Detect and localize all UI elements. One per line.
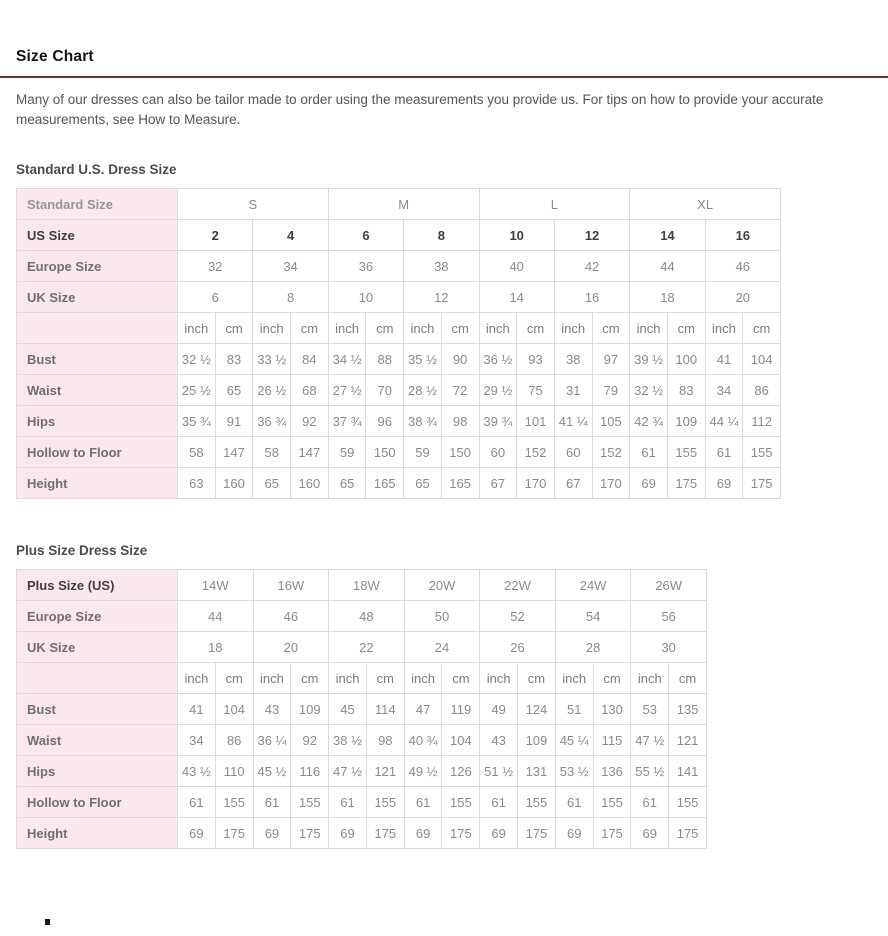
- size-group-cell: XL: [630, 189, 781, 220]
- measurement-cell: 36 ¼: [253, 725, 291, 756]
- unit-cell: cm: [667, 313, 705, 344]
- europe-size-cell: 48: [329, 601, 405, 632]
- measurement-cell: 65: [404, 468, 442, 499]
- measurement-cell: 65: [215, 375, 253, 406]
- measurement-cell: 61: [705, 437, 743, 468]
- measurement-cell: 42 ¾: [630, 406, 668, 437]
- row-label: [17, 313, 178, 344]
- measurement-cell: 33 ½: [253, 344, 291, 375]
- table-row: [17, 251, 781, 282]
- measurement-cell: 53 ½: [555, 756, 593, 787]
- uk-size-cell: 20: [705, 282, 780, 313]
- measurement-cell: 69: [404, 818, 442, 849]
- uk-size-cell: 18: [630, 282, 705, 313]
- row-label: [17, 663, 178, 694]
- measurement-cell: 38 ¾: [404, 406, 442, 437]
- size-group-cell: M: [328, 189, 479, 220]
- unit-cell: inch: [178, 313, 216, 344]
- uk-size-cell: 8: [253, 282, 328, 313]
- measurement-cell: 69: [705, 468, 743, 499]
- measurement-cell: 175: [669, 818, 707, 849]
- measurement-cell: 175: [743, 468, 781, 499]
- measurement-cell: 97: [592, 344, 630, 375]
- measurement-cell: 25 ½: [178, 375, 216, 406]
- measurement-cell: 84: [291, 344, 329, 375]
- measurement-cell: 45 ¼: [555, 725, 593, 756]
- measurement-cell: 69: [555, 818, 593, 849]
- measurement-cell: 47 ½: [329, 756, 367, 787]
- unit-cell: cm: [441, 313, 479, 344]
- uk-size-cell: 6: [178, 282, 253, 313]
- measurement-cell: 160: [291, 468, 329, 499]
- measurement-cell: 152: [592, 437, 630, 468]
- measurement-cell: 26 ½: [253, 375, 291, 406]
- europe-size-cell: 32: [178, 251, 253, 282]
- measurement-cell: 38 ½: [329, 725, 367, 756]
- measurement-cell: 35 ¾: [178, 406, 216, 437]
- measurement-cell: 104: [442, 725, 480, 756]
- measurement-cell: 91: [215, 406, 253, 437]
- measurement-cell: 47: [404, 694, 442, 725]
- europe-size-cell: 56: [631, 601, 707, 632]
- measurement-cell: 93: [517, 344, 555, 375]
- us-size-cell: 14: [630, 220, 705, 251]
- measurement-cell: 69: [329, 818, 367, 849]
- table-row: [17, 344, 781, 375]
- table-row: [17, 189, 781, 220]
- measurement-cell: 41: [705, 344, 743, 375]
- measurement-cell: 147: [215, 437, 253, 468]
- table-row: [17, 406, 781, 437]
- measurement-cell: 92: [291, 406, 329, 437]
- plus-size-cell: 16W: [253, 570, 329, 601]
- unit-cell: inch: [555, 663, 593, 694]
- row-label: Europe Size: [17, 601, 178, 632]
- measurement-cell: 61: [404, 787, 442, 818]
- measurement-cell: 29 ½: [479, 375, 517, 406]
- measurement-cell: 155: [291, 787, 329, 818]
- measurement-cell: 58: [178, 437, 216, 468]
- measurement-cell: 40 ¾: [404, 725, 442, 756]
- row-label: Hips: [17, 406, 178, 437]
- measurement-cell: 41: [178, 694, 216, 725]
- measurement-cell: 45: [329, 694, 367, 725]
- measurement-cell: 32 ½: [178, 344, 216, 375]
- unit-cell: cm: [669, 663, 707, 694]
- measurement-cell: 63: [178, 468, 216, 499]
- uk-size-cell: 18: [178, 632, 254, 663]
- measurement-cell: 165: [366, 468, 404, 499]
- measurement-cell: 69: [178, 818, 216, 849]
- measurement-cell: 72: [441, 375, 479, 406]
- us-size-cell: 4: [253, 220, 328, 251]
- measurement-cell: 41 ¼: [554, 406, 592, 437]
- measurement-cell: 116: [291, 756, 329, 787]
- measurement-cell: 136: [593, 756, 631, 787]
- measurement-cell: 59: [404, 437, 442, 468]
- measurement-cell: 98: [441, 406, 479, 437]
- measurement-cell: 68: [291, 375, 329, 406]
- unit-cell: cm: [366, 663, 404, 694]
- measurement-cell: 39 ½: [630, 344, 668, 375]
- uk-size-cell: 12: [404, 282, 479, 313]
- unit-cell: inch: [479, 313, 517, 344]
- table-row: [17, 437, 781, 468]
- plus-size-cell: 14W: [178, 570, 254, 601]
- measurement-cell: 34: [705, 375, 743, 406]
- measurement-cell: 38: [554, 344, 592, 375]
- uk-size-cell: 16: [554, 282, 629, 313]
- unit-cell: cm: [743, 313, 781, 344]
- measurement-cell: 100: [667, 344, 705, 375]
- europe-size-cell: 36: [328, 251, 403, 282]
- measurement-cell: 131: [518, 756, 556, 787]
- measurement-cell: 60: [554, 437, 592, 468]
- uk-size-cell: 26: [480, 632, 556, 663]
- measurement-cell: 90: [441, 344, 479, 375]
- measurement-cell: 37 ¾: [328, 406, 366, 437]
- us-size-cell: 12: [554, 220, 629, 251]
- measurement-cell: 60: [479, 437, 517, 468]
- plus-size-table: [16, 569, 707, 849]
- measurement-cell: 170: [592, 468, 630, 499]
- measurement-cell: 175: [215, 818, 253, 849]
- unit-cell: cm: [291, 313, 329, 344]
- measurement-cell: 150: [441, 437, 479, 468]
- measurement-cell: 121: [669, 725, 707, 756]
- measurement-cell: 126: [442, 756, 480, 787]
- measurement-cell: 58: [253, 437, 291, 468]
- intro-text: Many of our dresses can also be tailor made to order using the measurements you provide us. For tips on how to provide your accurate measurements, see How to Measure.: [16, 92, 824, 127]
- measurement-cell: 147: [291, 437, 329, 468]
- measurement-cell: 28 ½: [404, 375, 442, 406]
- measurement-cell: 55 ½: [631, 756, 669, 787]
- measurement-cell: 70: [366, 375, 404, 406]
- measurement-cell: 104: [743, 344, 781, 375]
- unit-cell: inch: [705, 313, 743, 344]
- us-size-cell: 6: [328, 220, 403, 251]
- measurement-cell: 69: [630, 468, 668, 499]
- measurement-cell: 98: [366, 725, 404, 756]
- measurement-cell: 69: [253, 818, 291, 849]
- measurement-cell: 27 ½: [328, 375, 366, 406]
- uk-size-cell: 20: [253, 632, 329, 663]
- standard-table-heading: Standard U.S. Dress Size: [16, 162, 177, 177]
- measurement-cell: 160: [215, 468, 253, 499]
- page-title: Size Chart: [16, 48, 94, 65]
- measurement-cell: 65: [253, 468, 291, 499]
- unit-cell: cm: [442, 663, 480, 694]
- unit-cell: inch: [480, 663, 518, 694]
- plus-size-cell: 20W: [404, 570, 480, 601]
- europe-size-cell: 42: [554, 251, 629, 282]
- unit-cell: cm: [215, 663, 253, 694]
- table-row: [17, 220, 781, 251]
- unit-cell: cm: [366, 313, 404, 344]
- measurement-cell: 88: [366, 344, 404, 375]
- measurement-cell: 109: [667, 406, 705, 437]
- row-label: Bust: [17, 694, 178, 725]
- measurement-cell: 155: [669, 787, 707, 818]
- measurement-cell: 110: [215, 756, 253, 787]
- measurement-cell: 83: [215, 344, 253, 375]
- unit-cell: inch: [631, 663, 669, 694]
- measurement-cell: 75: [517, 375, 555, 406]
- title-divider: [0, 76, 888, 78]
- row-label: Height: [17, 468, 178, 499]
- measurement-cell: 49 ½: [404, 756, 442, 787]
- measurement-cell: 155: [743, 437, 781, 468]
- table-row: [17, 787, 707, 818]
- measurement-cell: 175: [366, 818, 404, 849]
- table-row: [17, 570, 707, 601]
- unit-cell: inch: [554, 313, 592, 344]
- table-row: [17, 725, 707, 756]
- table-row: [17, 313, 781, 344]
- europe-size-cell: 44: [178, 601, 254, 632]
- europe-size-cell: 34: [253, 251, 328, 282]
- unit-cell: inch: [253, 663, 291, 694]
- row-label: Hollow to Floor: [17, 437, 178, 468]
- measurement-cell: 92: [291, 725, 329, 756]
- measurement-cell: 35 ½: [404, 344, 442, 375]
- measurement-cell: 112: [743, 406, 781, 437]
- measurement-cell: 109: [518, 725, 556, 756]
- plus-size-cell: 24W: [555, 570, 631, 601]
- measurement-cell: 155: [366, 787, 404, 818]
- measurement-cell: 34 ½: [328, 344, 366, 375]
- europe-size-cell: 40: [479, 251, 554, 282]
- plus-size-cell: 18W: [329, 570, 405, 601]
- measurement-cell: 61: [329, 787, 367, 818]
- measurement-cell: 61: [178, 787, 216, 818]
- measurement-cell: 39 ¾: [479, 406, 517, 437]
- measurement-cell: 101: [517, 406, 555, 437]
- row-label: Plus Size (US): [17, 570, 178, 601]
- europe-size-cell: 44: [630, 251, 705, 282]
- unit-cell: cm: [215, 313, 253, 344]
- unit-cell: inch: [178, 663, 216, 694]
- measurement-cell: 43 ½: [178, 756, 216, 787]
- us-size-cell: 2: [178, 220, 253, 251]
- us-size-cell: 16: [705, 220, 780, 251]
- europe-size-cell: 50: [404, 601, 480, 632]
- table-row: [17, 468, 781, 499]
- measurement-cell: 79: [592, 375, 630, 406]
- row-label: Hips: [17, 756, 178, 787]
- unit-cell: inch: [328, 313, 366, 344]
- measurement-cell: 51 ½: [480, 756, 518, 787]
- artifact-dot: [45, 919, 50, 925]
- uk-size-cell: 22: [329, 632, 405, 663]
- measurement-cell: 51: [555, 694, 593, 725]
- uk-size-cell: 28: [555, 632, 631, 663]
- measurement-cell: 175: [593, 818, 631, 849]
- measurement-cell: 61: [253, 787, 291, 818]
- measurement-cell: 104: [215, 694, 253, 725]
- measurement-cell: 96: [366, 406, 404, 437]
- measurement-cell: 155: [593, 787, 631, 818]
- row-label: Standard Size: [17, 189, 178, 220]
- row-label: US Size: [17, 220, 178, 251]
- measurement-cell: 119: [442, 694, 480, 725]
- measurement-cell: 49: [480, 694, 518, 725]
- measurement-cell: 155: [442, 787, 480, 818]
- uk-size-cell: 14: [479, 282, 554, 313]
- table-row: [17, 694, 707, 725]
- measurement-cell: 170: [517, 468, 555, 499]
- unit-cell: inch: [329, 663, 367, 694]
- plus-size-cell: 22W: [480, 570, 556, 601]
- row-label: Height: [17, 818, 178, 849]
- unit-cell: cm: [592, 313, 630, 344]
- unit-cell: inch: [404, 313, 442, 344]
- uk-size-cell: 10: [328, 282, 403, 313]
- measurement-cell: 61: [555, 787, 593, 818]
- measurement-cell: 121: [366, 756, 404, 787]
- row-label: Waist: [17, 725, 178, 756]
- measurement-cell: 53: [631, 694, 669, 725]
- measurement-cell: 69: [631, 818, 669, 849]
- size-chart-page: [0, 48, 888, 849]
- measurement-cell: 67: [479, 468, 517, 499]
- measurement-cell: 44 ¼: [705, 406, 743, 437]
- size-group-cell: S: [178, 189, 329, 220]
- size-group-cell: L: [479, 189, 630, 220]
- us-size-cell: 10: [479, 220, 554, 251]
- measurement-cell: 59: [328, 437, 366, 468]
- measurement-cell: 45 ½: [253, 756, 291, 787]
- measurement-cell: 31: [554, 375, 592, 406]
- measurement-cell: 114: [366, 694, 404, 725]
- measurement-cell: 109: [291, 694, 329, 725]
- table-row: [17, 663, 707, 694]
- row-label: Bust: [17, 344, 178, 375]
- unit-cell: inch: [404, 663, 442, 694]
- measurement-cell: 43: [480, 725, 518, 756]
- row-label: UK Size: [17, 632, 178, 663]
- row-label: Europe Size: [17, 251, 178, 282]
- measurement-cell: 105: [592, 406, 630, 437]
- uk-size-cell: 30: [631, 632, 707, 663]
- measurement-cell: 36 ½: [479, 344, 517, 375]
- unit-cell: cm: [517, 313, 555, 344]
- measurement-cell: 115: [593, 725, 631, 756]
- measurement-cell: 61: [480, 787, 518, 818]
- table-row: [17, 375, 781, 406]
- measurement-cell: 152: [517, 437, 555, 468]
- row-label: UK Size: [17, 282, 178, 313]
- measurement-cell: 86: [743, 375, 781, 406]
- measurement-cell: 61: [631, 787, 669, 818]
- measurement-cell: 155: [518, 787, 556, 818]
- measurement-cell: 86: [215, 725, 253, 756]
- europe-size-cell: 46: [253, 601, 329, 632]
- table-row: [17, 601, 707, 632]
- unit-cell: cm: [593, 663, 631, 694]
- unit-cell: cm: [291, 663, 329, 694]
- measurement-cell: 175: [667, 468, 705, 499]
- measurement-cell: 130: [593, 694, 631, 725]
- measurement-cell: 155: [667, 437, 705, 468]
- table-row: [17, 282, 781, 313]
- measurement-cell: 141: [669, 756, 707, 787]
- measurement-cell: 34: [178, 725, 216, 756]
- row-label: Waist: [17, 375, 178, 406]
- measurement-cell: 155: [215, 787, 253, 818]
- table-row: [17, 818, 707, 849]
- measurement-cell: 124: [518, 694, 556, 725]
- measurement-cell: 69: [480, 818, 518, 849]
- unit-cell: cm: [518, 663, 556, 694]
- europe-size-cell: 38: [404, 251, 479, 282]
- uk-size-cell: 24: [404, 632, 480, 663]
- measurement-cell: 135: [669, 694, 707, 725]
- measurement-cell: 67: [554, 468, 592, 499]
- measurement-cell: 175: [442, 818, 480, 849]
- plus-table-heading: Plus Size Dress Size: [16, 543, 148, 558]
- us-size-cell: 8: [404, 220, 479, 251]
- measurement-cell: 47 ½: [631, 725, 669, 756]
- table-row: [17, 756, 707, 787]
- measurement-cell: 175: [291, 818, 329, 849]
- unit-cell: inch: [253, 313, 291, 344]
- measurement-cell: 165: [441, 468, 479, 499]
- europe-size-cell: 54: [555, 601, 631, 632]
- measurement-cell: 150: [366, 437, 404, 468]
- plus-size-cell: 26W: [631, 570, 707, 601]
- measurement-cell: 83: [667, 375, 705, 406]
- unit-cell: inch: [630, 313, 668, 344]
- europe-size-cell: 52: [480, 601, 556, 632]
- europe-size-cell: 46: [705, 251, 780, 282]
- measurement-cell: 43: [253, 694, 291, 725]
- measurement-cell: 32 ½: [630, 375, 668, 406]
- measurement-cell: 36 ¾: [253, 406, 291, 437]
- standard-size-table: [16, 188, 781, 499]
- measurement-cell: 175: [518, 818, 556, 849]
- table-row: [17, 632, 707, 663]
- measurement-cell: 65: [328, 468, 366, 499]
- measurement-cell: 61: [630, 437, 668, 468]
- row-label: Hollow to Floor: [17, 787, 178, 818]
